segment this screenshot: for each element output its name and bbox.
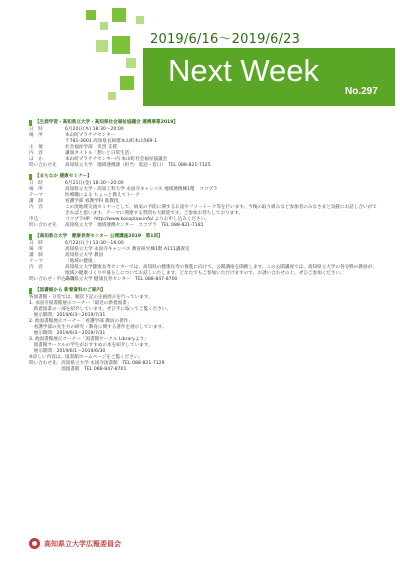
row-value: 6月22日(土) 13:30～16:00	[65, 241, 124, 246]
row-value: 講演タイトル「想いと日常生活」	[65, 151, 134, 156]
row-value: 高知県立大学 地域連携センター ココプラ TEL 088-821-7181	[65, 223, 204, 228]
body-line: 3. 池図書館展示コーナー「図書館サークル Libraryより」	[29, 337, 149, 342]
row-label: 場 所	[29, 133, 43, 138]
date-range: 2019/6/16～2019/6/23	[150, 32, 301, 47]
row-value: 高知県立大学・高知工科大学 永国寺キャンパス 地域連携棟1階 ココプラ	[65, 187, 218, 192]
row-label: テーマ	[29, 259, 43, 264]
body-line: ※詳しい内容は、図書館ホームページをご覧ください。	[29, 355, 144, 360]
row-label: 問い合わせ先	[29, 163, 57, 168]
event-section	[29, 288, 379, 373]
row-value: 高知県立大学 永国寺キャンパス 教育研究棟1階 A111講義室	[65, 247, 190, 252]
event-title: 【高知県立大学 健康長寿センター 公開講座2019 第1回】	[29, 234, 379, 240]
page-title: Next Week	[168, 53, 320, 88]
row-value: 医療職による ちょっと教えてトーク	[65, 193, 140, 198]
row-label: 日 時	[29, 241, 43, 246]
body-line: 展示期間：2019/6/3～2019/7/31	[29, 331, 106, 336]
row-value: 本山町プラチナセンター内 本山町社会福祉協議会	[65, 157, 168, 162]
row-label: 内 容	[29, 205, 43, 210]
footer	[29, 538, 121, 549]
row-label: 内 容	[29, 265, 43, 270]
event-title: 【図書館から 新着資料のご案内】	[29, 288, 379, 294]
row-label: 主 催	[29, 145, 43, 150]
header-graphic	[0, 0, 400, 112]
deco-square	[112, 36, 130, 54]
row-label: 講 師	[29, 253, 43, 258]
body-line: 2. 池図書館展示コーナー「看護学部 教員の著作」	[29, 319, 133, 324]
row-value: 高知県立大学 健康長寿センター TEL 088-847-8700	[65, 277, 178, 282]
body-line: 問い合わせ先：高知県立大学 永国寺図書館 TEL 088-821-7129	[29, 361, 165, 366]
row-value: 6月20日(木) 18:30～20:00	[65, 127, 124, 132]
row-label: 場 所	[29, 247, 43, 252]
deco-square	[126, 58, 136, 68]
body-line: 看護学部の先生方の研究・教育に関する著作を展示しています。	[29, 325, 167, 330]
event-title: 【まちなか 健康セミナー】	[29, 174, 379, 180]
row-label: 講 師	[29, 199, 43, 204]
row-value: 高知県立大学 地域連携課（担当：電話・窓口） TEL 088-821-7125	[65, 163, 211, 168]
row-value: 社会福祉学部 災害 支援	[65, 145, 117, 150]
row-label: ほ か	[29, 157, 43, 162]
deco-square	[100, 22, 108, 30]
row-label: 問い合わせ・申込み先	[29, 277, 75, 282]
row-value: 6月21日(金) 18:30～20:00	[65, 181, 124, 186]
row-value: この度地域交流セミナーとして、病気の予防に関するお話やフリートーク等を行います。今後の取り組みなど参加者のみなさまと気軽にお話し合いができればと思います。テーマに関連する質問も大歓迎です。ご参加お待ちしております。	[65, 205, 377, 216]
event-title: 【生涯学習・高知県立大学・高知県社会福祉協議会 連携事業2019】	[29, 120, 379, 126]
row-value: 看護学部 看護学科 准教授	[65, 199, 119, 204]
row-value: 本山町プラチナセンター	[65, 133, 116, 138]
body-line: 池図書館 TEL 088-847-8701	[29, 367, 127, 372]
row-value: 高知県立大学健康長寿センターでは、高知県の健康長寿の推進に向けて、公開講座を開催します。この公開講座では、高知県立大学の各分野の教員が、地域の健康づくりや暮らしについてお話しいたします。どなたでもご参加いただけますので、お誘い合わせの上、ぜひご参加ください。	[65, 265, 377, 276]
event-row	[29, 265, 379, 277]
event-list	[29, 120, 379, 378]
issue-number: No.297	[345, 86, 378, 97]
body-line: 展示期間：2019/6/3～2019/7/31	[29, 313, 106, 318]
footer-org: 高知県立大学広報委員会	[44, 539, 121, 548]
row-value: 「地域の健康」	[65, 259, 98, 264]
body-line: 新着図書の一部を紹介しています。ぜひ手に取ってご覧ください。	[29, 307, 172, 312]
row-label: 問い合わせ先	[29, 223, 57, 228]
row-value: 〒781-3601 高知県長岡郡本山町本山569-1	[65, 139, 158, 144]
event-row	[29, 223, 379, 229]
row-value: ココプラHP http://www.kocoplaw.info/ よりお申し込みください。	[65, 217, 210, 222]
row-label: 日 時	[29, 127, 43, 132]
deco-square	[136, 16, 144, 24]
event-row	[29, 163, 379, 169]
deco-square	[96, 40, 108, 52]
row-label: 申込	[29, 217, 39, 222]
event-section	[29, 120, 379, 169]
row-value: 高知県立大学 教員	[65, 253, 104, 258]
event-row	[29, 205, 379, 217]
body-line: 展示期間：2019/6/1～2019/6/30	[29, 349, 106, 354]
deco-square	[86, 10, 96, 20]
deco-square	[120, 76, 134, 90]
row-label: 場 所	[29, 187, 43, 192]
body-line: 各図書館・分室では、順次下記の企画展示を行っています。	[29, 295, 153, 300]
deco-square	[112, 8, 126, 22]
event-row	[29, 277, 379, 283]
row-label: 内 容	[29, 151, 43, 156]
body-line: 1. 永国寺図書館展示コーナー「最近の新着図書」	[29, 301, 132, 306]
row-label: 日 時	[29, 181, 43, 186]
row-label: テーマ	[29, 193, 43, 198]
body-line: 図書館サークルの学生がおすすめの本を紹介しています。	[29, 343, 153, 348]
university-logo-icon	[29, 538, 40, 549]
event-section	[29, 174, 379, 229]
deco-square	[108, 92, 116, 100]
event-section	[29, 234, 379, 283]
